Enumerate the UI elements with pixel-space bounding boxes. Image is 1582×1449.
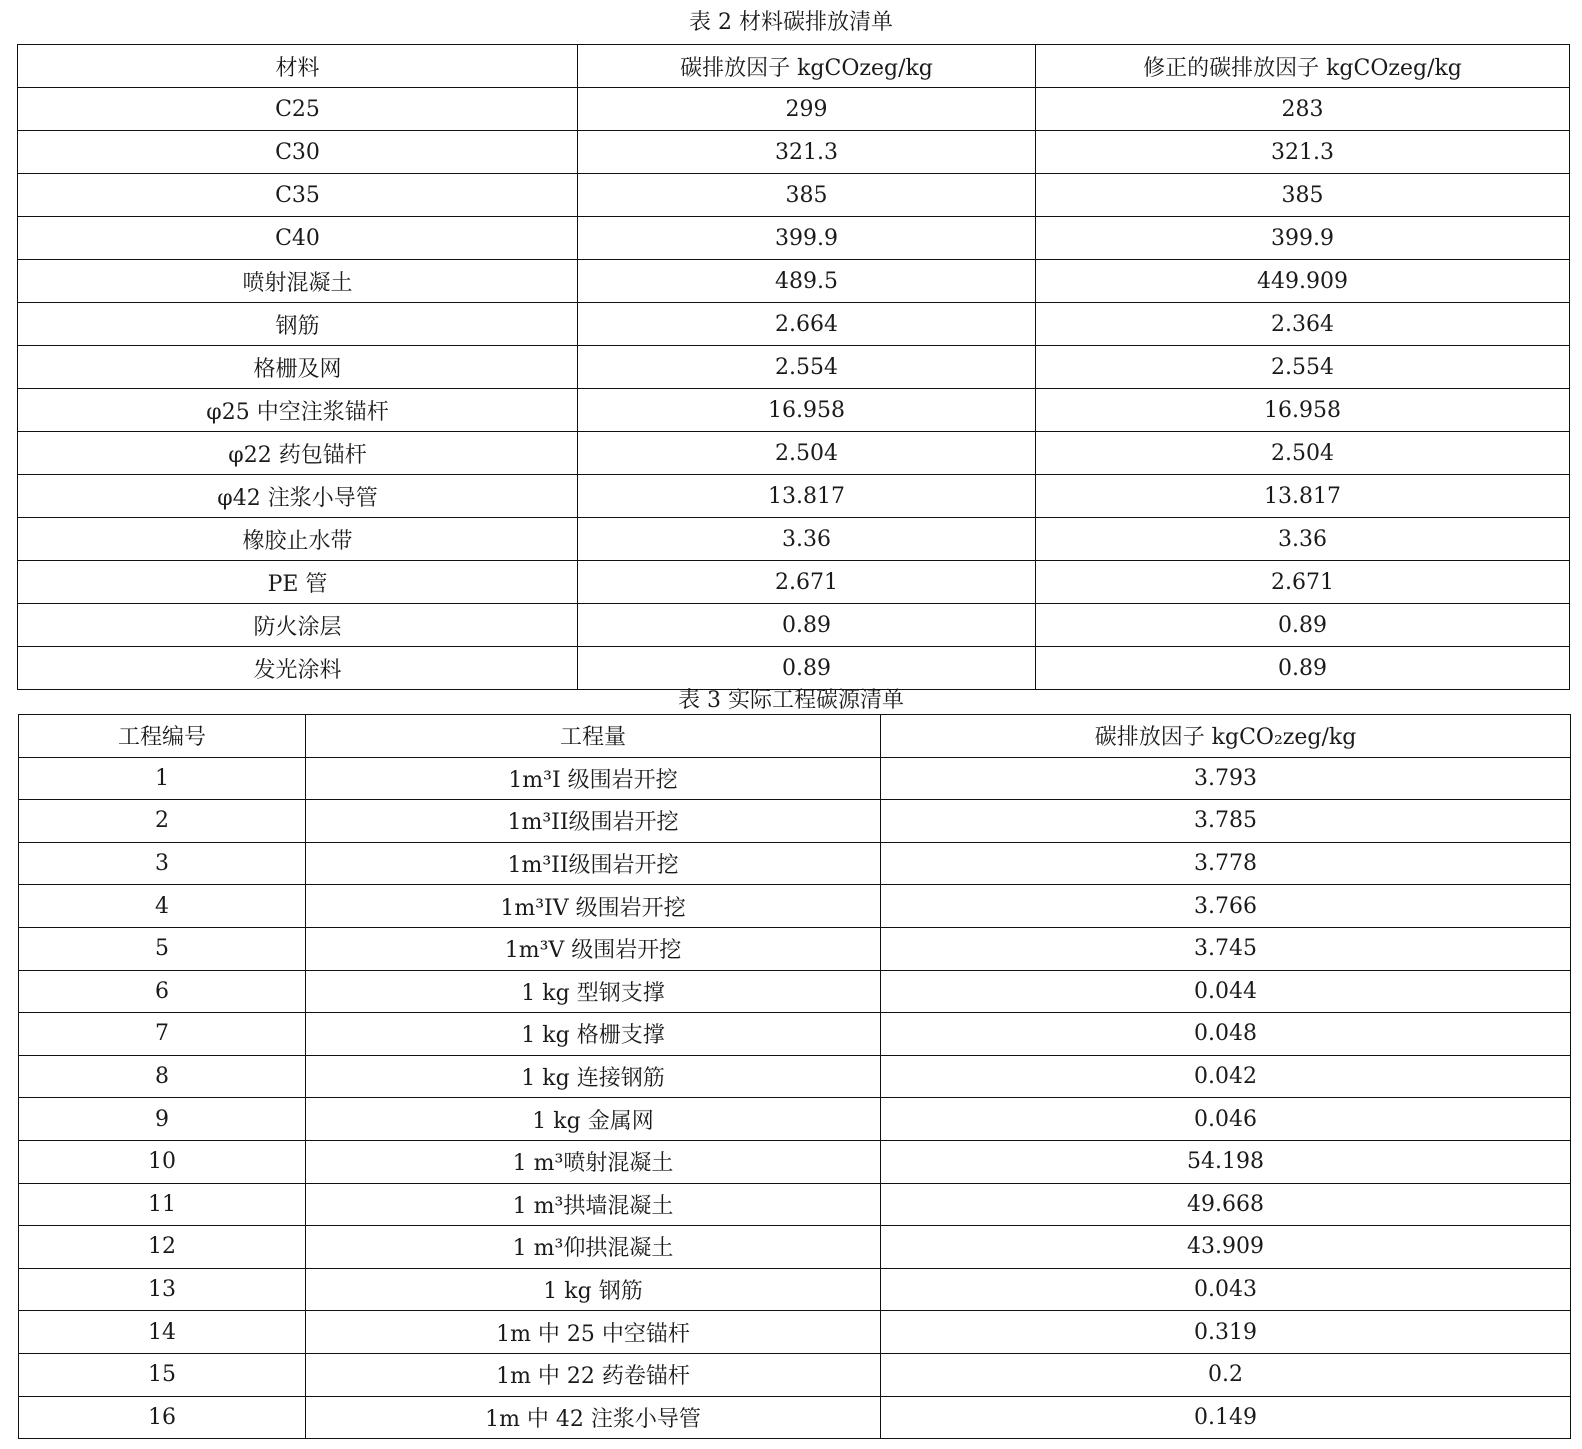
cell-project-number: 2 [19,800,306,843]
cell-quantity: 1 kg 钢筋 [306,1268,881,1311]
cell-material: φ22 药包锚杆 [18,432,578,475]
cell-corrected-emission-factor: 385 [1036,174,1570,217]
cell-corrected-emission-factor: 16.958 [1036,389,1570,432]
cell-quantity: 1m³II级围岩开挖 [306,842,881,885]
table-row [19,1353,1571,1396]
table-row [19,1055,1571,1098]
table-row [18,647,1570,690]
cell-emission-factor: 13.817 [578,475,1036,518]
cell-project-number: 7 [19,1013,306,1056]
cell-emission-factor: 2.554 [578,346,1036,389]
table-row [19,1140,1571,1183]
cell-emission-factor: 0.2 [881,1353,1571,1396]
cell-material: 橡胶止水带 [18,518,578,561]
cell-emission-factor: 3.778 [881,842,1571,885]
cell-emission-factor: 3.745 [881,927,1571,970]
cell-emission-factor: 3.793 [881,757,1571,800]
table-row [19,885,1571,928]
table-row [19,1183,1571,1226]
header-corrected-emission-factor: 修正的碳排放因子 kgCOzeg/kg [1036,45,1570,88]
table-row [18,561,1570,604]
cell-project-number: 10 [19,1140,306,1183]
cell-emission-factor: 0.319 [881,1311,1571,1354]
material-carbon-table [17,44,1570,690]
cell-corrected-emission-factor: 2.364 [1036,303,1570,346]
cell-quantity: 1 kg 型钢支撑 [306,970,881,1013]
cell-emission-factor: 3.785 [881,800,1571,843]
cell-quantity: 1 kg 金属网 [306,1098,881,1141]
cell-corrected-emission-factor: 2.671 [1036,561,1570,604]
cell-quantity: 1m³I 级围岩开挖 [306,757,881,800]
cell-quantity: 1m 中 25 中空锚杆 [306,1311,881,1354]
cell-quantity: 1 kg 连接钢筋 [306,1055,881,1098]
header-material: 材料 [18,45,578,88]
table-row [18,303,1570,346]
header-quantity: 工程量 [306,715,881,758]
cell-project-number: 12 [19,1226,306,1269]
cell-material: C30 [18,131,578,174]
cell-material: φ25 中空注浆锚杆 [18,389,578,432]
cell-project-number: 16 [19,1396,306,1439]
cell-emission-factor: 0.048 [881,1013,1571,1056]
cell-emission-factor: 54.198 [881,1140,1571,1183]
cell-quantity: 1m 中 42 注浆小导管 [306,1396,881,1439]
table-row [19,1311,1571,1354]
cell-emission-factor: 321.3 [578,131,1036,174]
cell-material: 发光涂料 [18,647,578,690]
cell-project-number: 9 [19,1098,306,1141]
cell-project-number: 8 [19,1055,306,1098]
cell-project-number: 4 [19,885,306,928]
table-row [19,842,1571,885]
cell-emission-factor: 0.043 [881,1268,1571,1311]
cell-corrected-emission-factor: 0.89 [1036,604,1570,647]
table-row [18,217,1570,260]
table-row [18,88,1570,131]
table-row [18,131,1570,174]
cell-material: 防火涂层 [18,604,578,647]
cell-quantity: 1 m³喷射混凝土 [306,1140,881,1183]
table-2-caption: 表 2 材料碳排放清单 [689,10,893,35]
table-row [18,389,1570,432]
cell-quantity: 1m³V 级围岩开挖 [306,927,881,970]
cell-emission-factor: 385 [578,174,1036,217]
table-row [19,1268,1571,1311]
cell-emission-factor: 0.89 [578,647,1036,690]
cell-emission-factor: 16.958 [578,389,1036,432]
cell-corrected-emission-factor: 2.504 [1036,432,1570,475]
cell-emission-factor: 0.149 [881,1396,1571,1439]
cell-corrected-emission-factor: 0.89 [1036,647,1570,690]
cell-corrected-emission-factor: 399.9 [1036,217,1570,260]
cell-emission-factor: 399.9 [578,217,1036,260]
table-row [19,800,1571,843]
cell-emission-factor: 299 [578,88,1036,131]
table-row [18,432,1570,475]
cell-quantity: 1 kg 格栅支撑 [306,1013,881,1056]
cell-corrected-emission-factor: 321.3 [1036,131,1570,174]
header-project-number: 工程编号 [19,715,306,758]
cell-project-number: 3 [19,842,306,885]
cell-material: 喷射混凝土 [18,260,578,303]
cell-material: PE 管 [18,561,578,604]
cell-quantity: 1 m³拱墙混凝土 [306,1183,881,1226]
cell-quantity: 1 m³仰拱混凝土 [306,1226,881,1269]
cell-emission-factor: 2.664 [578,303,1036,346]
cell-emission-factor: 43.909 [881,1226,1571,1269]
table-row [18,518,1570,561]
cell-corrected-emission-factor: 2.554 [1036,346,1570,389]
cell-quantity: 1m³II级围岩开挖 [306,800,881,843]
table-row [19,927,1571,970]
table-row [19,970,1571,1013]
cell-emission-factor: 0.042 [881,1055,1571,1098]
table-row [18,174,1570,217]
table-row [19,1013,1571,1056]
cell-corrected-emission-factor: 449.909 [1036,260,1570,303]
cell-emission-factor: 489.5 [578,260,1036,303]
cell-emission-factor: 49.668 [881,1183,1571,1226]
table-row [18,604,1570,647]
cell-corrected-emission-factor: 13.817 [1036,475,1570,518]
header-emission-factor: 碳排放因子 kgCO₂zeg/kg [881,715,1571,758]
table-row [19,757,1571,800]
cell-quantity: 1m³IV 级围岩开挖 [306,885,881,928]
cell-material: φ42 注浆小导管 [18,475,578,518]
header-emission-factor: 碳排放因子 kgCOzeg/kg [578,45,1036,88]
table-row [19,1098,1571,1141]
cell-project-number: 1 [19,757,306,800]
table-row [19,1396,1571,1439]
cell-emission-factor: 0.89 [578,604,1036,647]
cell-material: C40 [18,217,578,260]
table-row [18,260,1570,303]
table-header-row [18,45,1570,88]
cell-project-number: 15 [19,1353,306,1396]
table-3-caption: 表 3 实际工程碳源清单 [678,688,904,713]
cell-emission-factor: 2.671 [578,561,1036,604]
cell-corrected-emission-factor: 283 [1036,88,1570,131]
cell-corrected-emission-factor: 3.36 [1036,518,1570,561]
cell-emission-factor: 3.36 [578,518,1036,561]
cell-emission-factor: 0.044 [881,970,1571,1013]
cell-project-number: 13 [19,1268,306,1311]
cell-project-number: 6 [19,970,306,1013]
table-header-row [19,715,1571,758]
cell-emission-factor: 2.504 [578,432,1036,475]
cell-project-number: 5 [19,927,306,970]
cell-material: 格栅及网 [18,346,578,389]
project-carbon-source-table [18,714,1571,1439]
cell-material: C25 [18,88,578,131]
cell-material: 钢筋 [18,303,578,346]
cell-material: C35 [18,174,578,217]
table-row [18,346,1570,389]
table-row [19,1226,1571,1269]
table-row [18,475,1570,518]
cell-project-number: 11 [19,1183,306,1226]
cell-emission-factor: 0.046 [881,1098,1571,1141]
cell-project-number: 14 [19,1311,306,1354]
cell-quantity: 1m 中 22 药卷锚杆 [306,1353,881,1396]
cell-emission-factor: 3.766 [881,885,1571,928]
